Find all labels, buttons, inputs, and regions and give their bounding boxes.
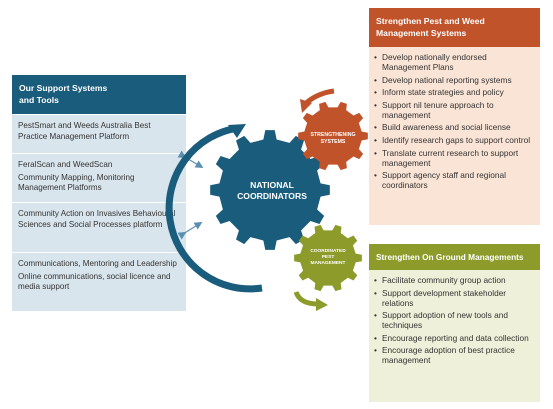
cycle-arrow-green — [296, 292, 328, 311]
gear-bottom-label-3: MANAGEMENT — [310, 261, 346, 266]
support-systems-title-line1: Our Support Systems — [19, 83, 108, 93]
gear-top-label-1: STRENGTHENING — [310, 132, 356, 138]
systems-list-item: • Identify research gaps to support control — [374, 135, 535, 145]
systems-panel-title-line2: Management Systems — [376, 28, 467, 38]
systems-panel-list — [369, 47, 540, 225]
gear-center-label-2: COORDINATORS — [237, 191, 307, 201]
support-section-text: PestSmart and Weeds Australia Best Practice Management Platform — [18, 121, 151, 141]
systems-panel-header — [369, 8, 540, 47]
ground-list-item: • Encourage adoption of best practice management — [374, 345, 535, 365]
systems-list-item: • Support nil tenure approach to management — [374, 100, 535, 120]
gear-top-label-2: SYSTEMS — [320, 139, 346, 145]
gear-center-label-1: NATIONAL — [250, 180, 294, 190]
support-section-text: Communications, Mentoring and Leadership — [18, 259, 177, 268]
gear-bottom-label-1: COORDINATED — [310, 249, 346, 254]
systems-list-item: • Build awareness and social license — [374, 122, 535, 132]
ground-list-item: • Encourage reporting and data collection — [374, 333, 535, 343]
ground-panel-list — [369, 270, 540, 402]
support-section-text: Online communications, social licence and media support — [18, 271, 171, 291]
support-section-text: Community Action on Invasives Behavioural Sciences and Social Processes platform — [18, 209, 176, 229]
systems-list-item: • Translate current research to support management — [374, 148, 535, 168]
support-section-text: Community Mapping, Monitoring Management Platforms — [18, 172, 135, 192]
systems-list-item: • Develop nationally endorsed Management Plans — [374, 52, 535, 72]
support-section-text: FeralScan and WeedScan — [18, 160, 113, 169]
ground-list-item: • Support adoption of new tools and techniques — [374, 310, 535, 330]
gear-bottom-label-2: PEST — [321, 255, 335, 260]
systems-list-item: • Inform state strategies and policy — [374, 87, 535, 97]
ground-panel-header — [369, 244, 540, 270]
support-systems-title-line2: and Tools — [19, 95, 59, 105]
ground-list-item: • Support development stakeholder relations — [374, 288, 535, 308]
systems-list-item: • Support agency staff and regional coordinators — [374, 170, 535, 190]
ground-panel-title: Strengthen On Ground Managements — [376, 252, 524, 262]
ground-list-item: • Facilitate community group action — [374, 275, 535, 285]
connector-arrow-2 — [183, 224, 199, 234]
systems-list-item: • Develop national reporting systems — [374, 75, 535, 85]
systems-panel-title-line1: Strengthen Pest and Weed — [376, 16, 485, 26]
